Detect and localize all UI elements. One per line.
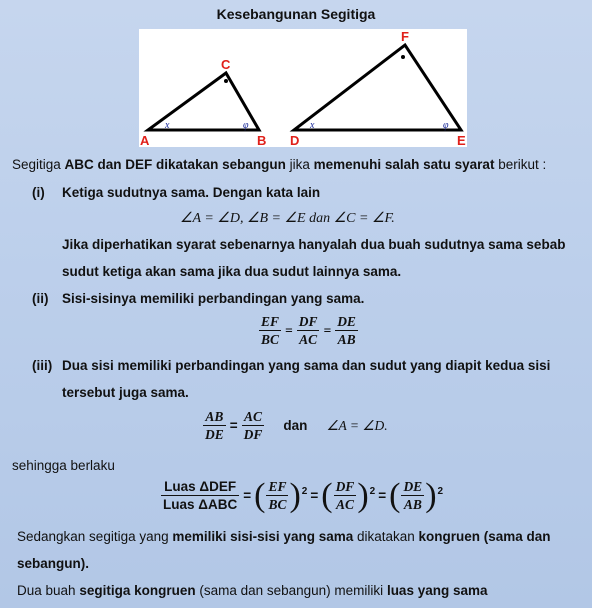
angle-c-dot	[224, 79, 228, 83]
page-title: Kesebangunan Segitiga	[216, 6, 376, 22]
vertex-c-label: C	[221, 57, 231, 72]
condition-3-heading-line2: tersebut juga sama.	[62, 385, 189, 400]
condition-1-heading: Ketiga sudutnya sama. Dengan kata lain	[62, 185, 321, 200]
angle-equality-formula: ∠A = ∠D, ∠B = ∠E dan ∠C = ∠F.	[180, 211, 395, 226]
condition-2-number: (ii)	[32, 291, 49, 306]
closing-text: Dua buah segitiga kongruen (sama dan sebangun) memiliki luas yang sama	[17, 583, 488, 598]
angle-a-mark: x	[165, 120, 170, 131]
triangles-figure	[139, 29, 467, 147]
vertex-b-label: B	[257, 133, 267, 147]
sas-formula: $\frac{AB}{DE}$ = $\frac{AC}{DF}$ dan ∠A = ∠D.	[205, 409, 388, 442]
condition-1-note-line1: Jika diperhatikan syarat sebenarnya hanyalah dua buah sudutnya sama sebab	[62, 237, 566, 252]
kongruen-text-line1: Sedangkan segitiga yang memiliki sisi-sisi yang sama dikatakan kongruen (sama dan	[17, 529, 551, 544]
kongruen-text-line2: sebangun).	[17, 556, 90, 571]
angle-b-mark: φ	[243, 120, 249, 131]
angle-d-mark: x	[310, 120, 315, 131]
condition-3-number: (iii)	[32, 358, 53, 373]
vertex-d-label: D	[290, 133, 300, 147]
vertex-e-label: E	[457, 133, 466, 147]
area-ratio-formula: $\frac{\text{Luas ΔDEF}}{\text{Luas ΔABC}}$ =( $\frac{EF}{BC}$ )$^2$ =( $\frac{DF}{AC}$ )$^2$ =( $\frac{DE}{AB}$ )$^2$	[163, 476, 444, 514]
triangle-def	[294, 45, 461, 130]
side-ratio-formula: $\frac{EF}{BC}$ = $\frac{DF}{AC}$ = $\frac{DE}{AB}$	[261, 314, 356, 347]
angle-e-mark: φ	[443, 120, 449, 131]
intro-text: Segitiga ABC dan DEF dikatakan sebangun jika memenuhi salah satu syarat berikut :	[12, 157, 547, 172]
condition-1-number: (i)	[32, 185, 45, 200]
sehingga-text: sehingga berlaku	[12, 458, 115, 473]
angle-f-dot	[401, 55, 405, 59]
condition-1-note-line2: sudut ketiga akan sama jika dua sudut lainnya sama.	[62, 264, 402, 279]
vertex-f-label: F	[401, 29, 409, 44]
condition-3-heading-line1: Dua sisi memiliki perbandingan yang sama dan sudut yang diapit kedua sisi	[62, 358, 551, 373]
vertex-a-label: A	[140, 133, 150, 147]
condition-2-heading: Sisi-sisinya memiliki perbandingan yang sama.	[62, 291, 365, 306]
